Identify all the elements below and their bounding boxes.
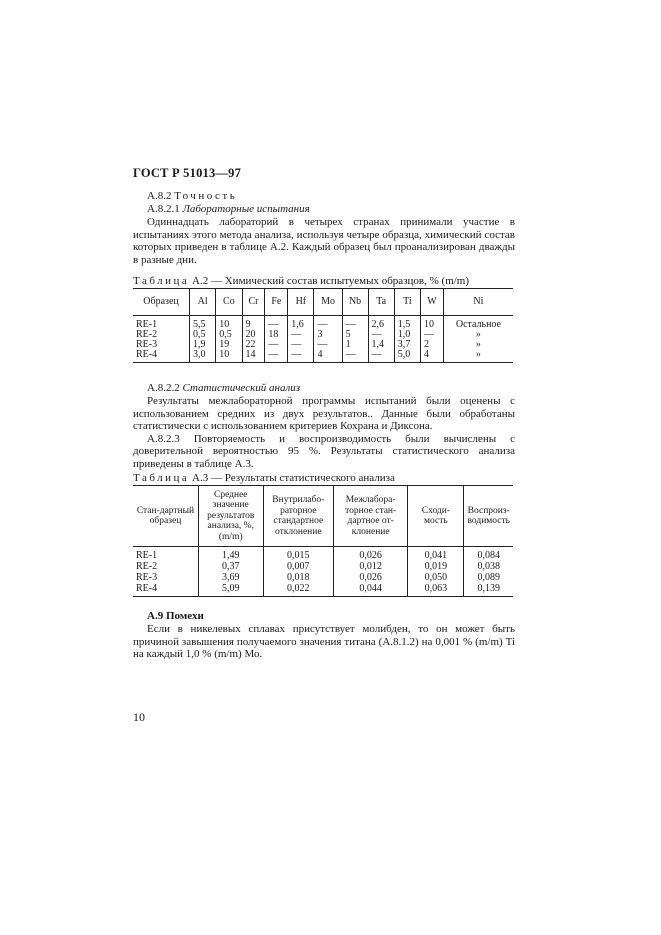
table-cell: — [342, 316, 368, 331]
table-cell: 0,026 [334, 547, 408, 562]
table-row [133, 340, 513, 350]
table-cell: 5,0 [394, 350, 420, 363]
column-header: Hf [288, 289, 314, 316]
paragraph: Результаты межлабораторной программы испытаний были оценены с использованием средних из двух результатов.. Данные были обработаны статистически с использованием критериев Кохрана и Диксона. [133, 395, 515, 432]
table-cell: 5,09 [198, 583, 263, 597]
column-header: Fe [265, 289, 288, 316]
table-a2-block [133, 275, 513, 363]
table-cell: 10 [216, 316, 242, 331]
table-cell: 20 [242, 330, 265, 340]
table-cell: 9 [242, 316, 265, 331]
column-header: Mo [314, 289, 342, 316]
table-cell: 10 [216, 350, 242, 363]
table-cell: — [314, 340, 342, 350]
table-cell: 3,69 [198, 572, 263, 583]
table-caption-text: А.2 — Химический состав испытуемых образцов, % (m/m) [192, 275, 470, 287]
column-header: Al [190, 289, 216, 316]
table-caption-label: Таблица [133, 472, 190, 484]
table-cell: 5,5 [190, 316, 216, 331]
table-cell: 0,022 [263, 583, 334, 597]
table-cell: 0,37 [198, 561, 263, 572]
column-header: Ta [368, 289, 394, 316]
table-cell: 18 [265, 330, 288, 340]
table-cell: — [265, 340, 288, 350]
table-cell: RE-2 [136, 329, 158, 340]
table-cell: 4 [314, 350, 342, 363]
table-row [133, 561, 513, 572]
table-cell: 22 [242, 340, 265, 350]
section-number: А.8.2 [147, 190, 172, 202]
page-number: 10 [133, 710, 145, 724]
document-header: ГОСТ Р 51013—97 [133, 166, 242, 180]
table-cell: — [288, 330, 314, 340]
table-cell: RE-2 [136, 561, 158, 572]
table-cell: — [368, 330, 394, 340]
table-cell: 4 [420, 350, 443, 363]
table-cell: » [443, 340, 513, 350]
table-cell: 0,019 [408, 561, 464, 572]
column-header: Среднее значение результатов анализа, %, (m/m) [198, 486, 263, 547]
table-a3-block [133, 472, 513, 597]
table-cell: 0,015 [263, 547, 334, 562]
table-cell: RE-3 [136, 339, 158, 350]
table-cell: 0,050 [408, 572, 464, 583]
table-row [133, 572, 513, 583]
table-cell: — [265, 350, 288, 363]
subsection-heading [133, 203, 515, 216]
table-cell: 0,084 [464, 547, 513, 562]
table-cell: 0,139 [464, 583, 513, 597]
paragraph: Одиннадцать лабораторий в четырех странах принимали участие в испытаниях этого метода анализа, используя четыре образца, химический состав которых приведен в таблице А.2. Каждый образец был проанализирован дважды в разные дни. [133, 216, 515, 266]
table-cell: RE-4 [133, 583, 198, 597]
table-cell: — [420, 330, 443, 340]
paragraph: А.8.2.3 Повторяемость и воспроизводимость были вычислены с доверительной вероятностью 95 %. Результаты статистического анализа приведены в таблице А.3. [133, 432, 515, 470]
table-row [133, 316, 513, 331]
column-header: Сходи-мость [408, 486, 464, 547]
table-cell: 0,044 [334, 583, 408, 597]
table-cell: 19 [216, 340, 242, 350]
table-cell: 1,0 [394, 330, 420, 340]
table-cell: 0,007 [263, 561, 334, 572]
column-header: Ni [443, 289, 513, 316]
section-a822 [133, 382, 515, 470]
table-cell: 3,7 [394, 340, 420, 350]
column-header: Образец [133, 289, 190, 316]
table-cell: 0,026 [334, 572, 408, 583]
subsection-number: А.8.2.1 [147, 203, 180, 215]
table-cell: 1,6 [288, 316, 314, 331]
paragraph: Если в никелевых сплавах присутствует молибден, то он может быть причиной завышения получаемого значения титана (А.8.1.2) на 0,001 % (m/m) Ti на каждый 1,0 % (m/m) Мо. [133, 623, 515, 660]
section-heading [133, 190, 515, 203]
table-caption-label: Таблица [133, 275, 190, 287]
subsection-number: А.8.2.2 [147, 382, 180, 394]
table-cell: RE-1 [136, 319, 158, 330]
table-cell: 1,9 [190, 340, 216, 350]
table-cell: 0,038 [464, 561, 513, 572]
table-row [133, 583, 513, 597]
table-cell: 14 [242, 350, 265, 363]
section-a9 [133, 610, 515, 661]
table-cell: Остальное [443, 316, 513, 331]
table-cell: RE-1 [136, 550, 158, 561]
table-cell: 0,041 [408, 547, 464, 562]
table-cell: » [443, 350, 513, 363]
column-header: Внутрилабо-раторное стандартное отклонение [263, 486, 334, 547]
table-a3 [133, 485, 513, 597]
table-cell: 1,4 [368, 340, 394, 350]
column-header: Стан-дартный образец [133, 486, 198, 547]
column-header: Cr [242, 289, 265, 316]
section-a82 [133, 190, 515, 266]
table-cell: 1,49 [198, 547, 263, 562]
subsection-title: Лабораторные испытания [182, 203, 310, 215]
table-cell: 0,5 [216, 330, 242, 340]
table-cell: — [288, 340, 314, 350]
table-cell: 1 [342, 340, 368, 350]
table-cell: 0,018 [263, 572, 334, 583]
table-caption [133, 275, 513, 288]
table-cell: 3,0 [190, 350, 216, 363]
table-header-row [133, 486, 513, 547]
subsection-title: Статистический анализ [182, 382, 301, 394]
table-cell: 0,089 [464, 572, 513, 583]
table-cell: » [443, 330, 513, 340]
table-cell: RE-3 [136, 572, 158, 583]
table-row [133, 350, 513, 363]
section-heading: А.9 Помехи [147, 610, 204, 622]
table-caption [133, 472, 513, 485]
column-header: Воспроиз-водимость [464, 486, 513, 547]
table-cell: 0,012 [334, 561, 408, 572]
table-row [133, 547, 513, 562]
table-cell: RE-4 [133, 350, 190, 363]
column-header: Межлабора-торное стан-дартное от-клонение [334, 486, 408, 547]
table-cell: 2,6 [368, 316, 394, 331]
table-cell: 5 [342, 330, 368, 340]
table-cell: 3 [314, 330, 342, 340]
table-cell: — [314, 316, 342, 331]
table-cell: 0,5 [190, 330, 216, 340]
table-cell: — [288, 350, 314, 363]
table-cell: — [265, 316, 288, 331]
table-cell: 2 [420, 340, 443, 350]
column-header: Co [216, 289, 242, 316]
table-cell: 0,063 [408, 583, 464, 597]
table-a2 [133, 288, 513, 363]
table-caption-text: А.3 — Результаты статистического анализа [192, 472, 395, 484]
table-cell: 1,5 [394, 316, 420, 331]
column-header: W [420, 289, 443, 316]
table-cell: — [368, 350, 394, 363]
column-header: Nb [342, 289, 368, 316]
subsection-heading [133, 382, 515, 395]
section-title: Точность [174, 190, 238, 202]
table-header-row [133, 289, 513, 316]
table-cell: — [342, 350, 368, 363]
table-cell: 10 [420, 316, 443, 331]
column-header: Ti [394, 289, 420, 316]
